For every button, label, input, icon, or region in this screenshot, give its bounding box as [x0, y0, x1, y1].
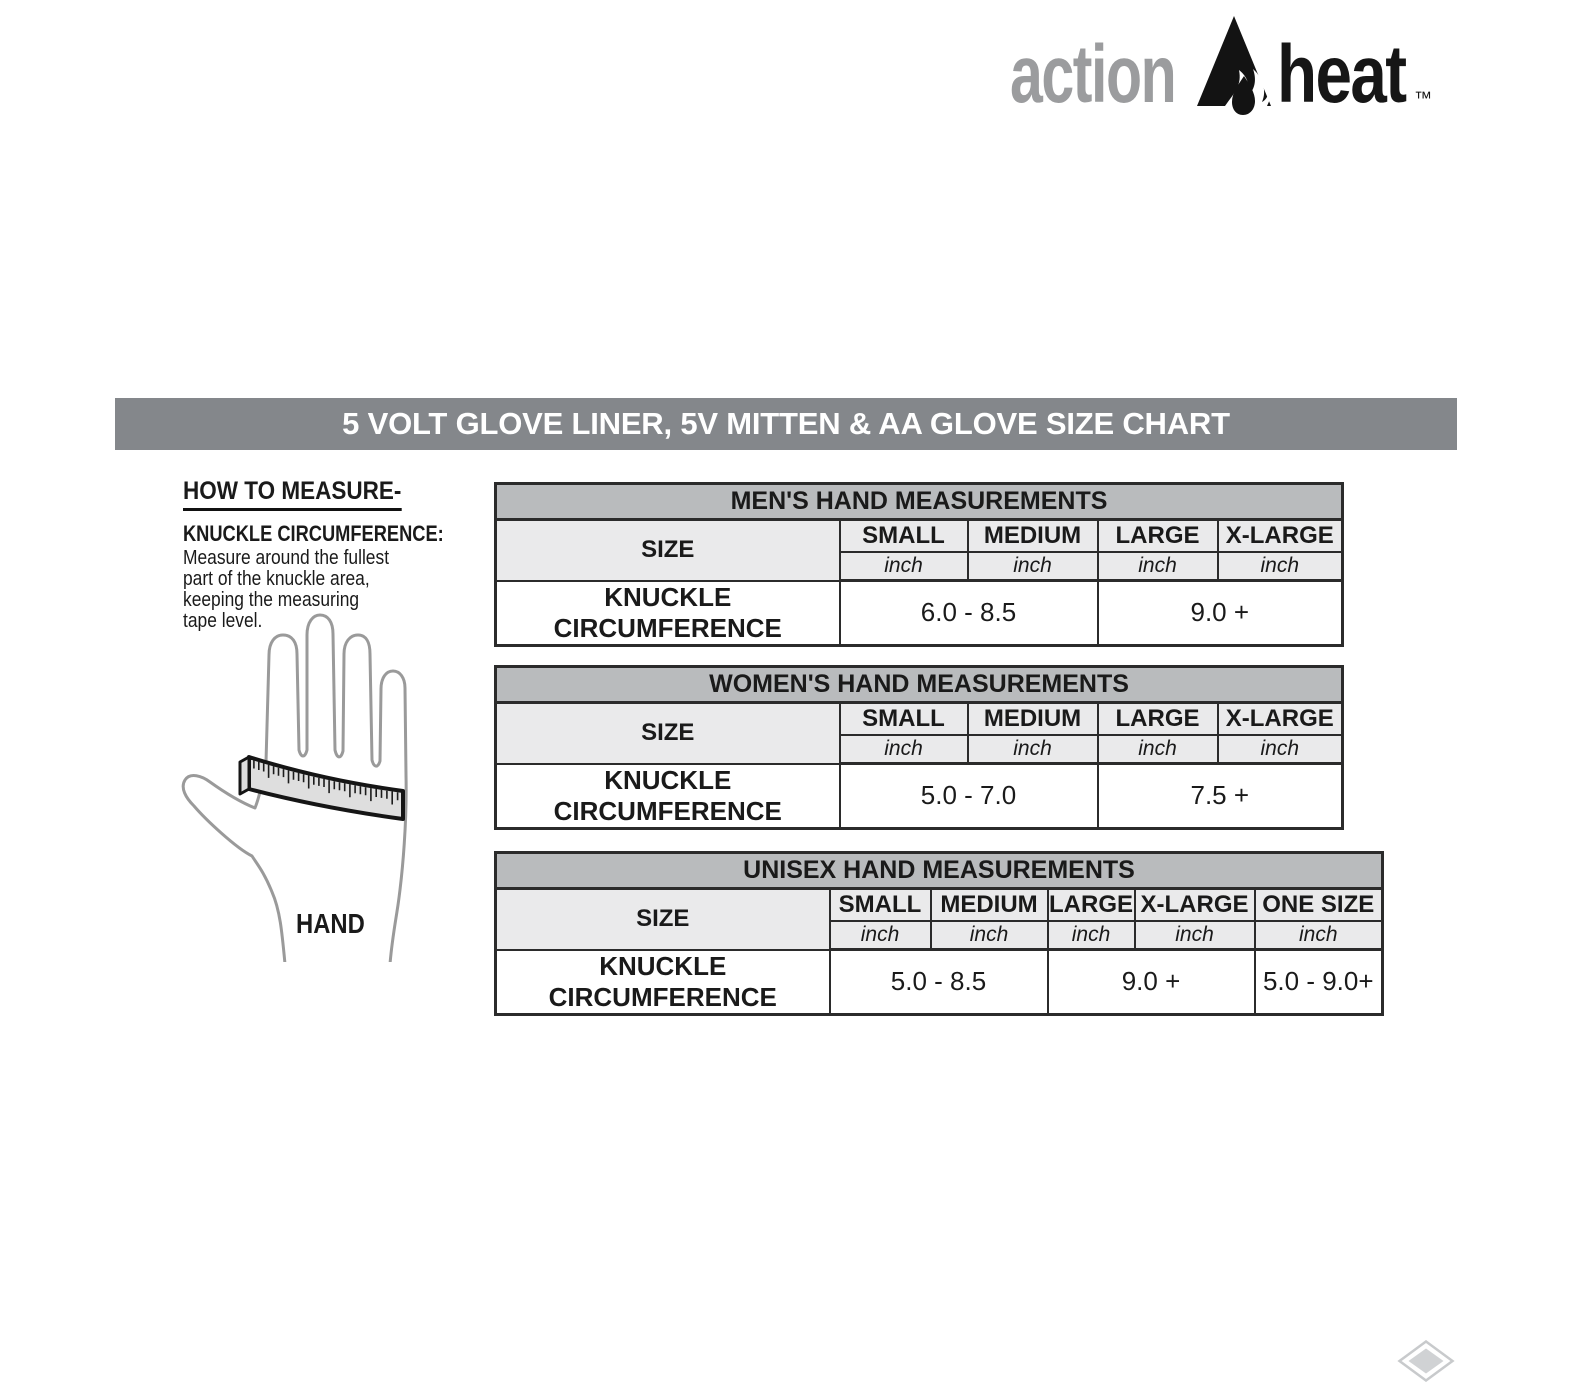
column-header: SMALL	[840, 520, 968, 553]
hand-caption: HAND	[296, 908, 365, 939]
womens-measurements-table	[494, 665, 1344, 830]
column-header: LARGE	[1098, 520, 1218, 553]
table-title: MEN'S HAND MEASUREMENTS	[496, 484, 1343, 520]
unit-cell: inch	[1098, 552, 1218, 581]
unit-cell: inch	[1048, 921, 1135, 950]
column-header: MEDIUM	[968, 520, 1098, 553]
unit-cell: inch	[1098, 735, 1218, 764]
size-header: SIZE	[496, 520, 840, 581]
unit-cell: inch	[931, 921, 1048, 950]
instruction-line: Measure around the fullest	[183, 547, 390, 569]
column-header: MEDIUM	[931, 889, 1048, 922]
unit-cell: inch	[840, 552, 968, 581]
value-cell: 6.0 - 8.5	[840, 581, 1098, 646]
instruction-line: part of the knuckle area,	[183, 568, 370, 590]
value-cell: 7.5 +	[1098, 764, 1343, 829]
row-label: KNUCKLE CIRCUMFERENCE	[496, 764, 840, 829]
chart-title-banner	[115, 398, 1457, 450]
table-title: UNISEX HAND MEASUREMENTS	[496, 853, 1383, 889]
diamond-watermark-icon	[1397, 1340, 1455, 1387]
unit-cell: inch	[1218, 552, 1343, 581]
value-cell: 9.0 +	[1098, 581, 1343, 646]
unit-cell: inch	[1218, 735, 1343, 764]
row-label: KNUCKLE CIRCUMFERENCE	[496, 950, 830, 1015]
column-header: MEDIUM	[968, 703, 1098, 736]
row-label: KNUCKLE CIRCUMFERENCE	[496, 581, 840, 646]
value-cell: 9.0 +	[1048, 950, 1255, 1015]
how-to-measure-heading: HOW TO MEASURE-	[183, 477, 401, 511]
logo-word-heat: heat	[1277, 29, 1406, 120]
actionheat-logo	[1000, 12, 1445, 120]
unit-cell: inch	[830, 921, 931, 950]
value-cell: 5.0 - 7.0	[840, 764, 1098, 829]
value-cell: 5.0 - 8.5	[830, 950, 1048, 1015]
column-header: X-LARGE	[1135, 889, 1255, 922]
column-header: SMALL	[830, 889, 931, 922]
unit-cell: inch	[968, 552, 1098, 581]
column-header: ONE SIZE	[1255, 889, 1383, 922]
flame-triangle-icon	[1194, 14, 1274, 125]
size-header: SIZE	[496, 889, 830, 950]
unit-cell: inch	[968, 735, 1098, 764]
instruction-line: tape level.	[183, 610, 263, 632]
column-header: LARGE	[1098, 703, 1218, 736]
trademark-symbol: ™	[1414, 88, 1432, 108]
chart-title: 5 VOLT GLOVE LINER, 5V MITTEN & AA GLOVE SIZE CHART	[342, 406, 1230, 441]
unit-cell: inch	[1255, 921, 1383, 950]
unisex-measurements-table	[494, 851, 1384, 1016]
value-cell: 5.0 - 9.0+	[1255, 950, 1383, 1015]
logo-word-action: action	[1010, 29, 1176, 120]
column-header: LARGE	[1048, 889, 1135, 922]
size-header: SIZE	[496, 703, 840, 764]
table-title: WOMEN'S HAND MEASUREMENTS	[496, 667, 1343, 703]
knuckle-circumference-subheading: KNUCKLE CIRCUMFERENCE:	[183, 521, 444, 546]
unit-cell: inch	[1135, 921, 1255, 950]
unit-cell: inch	[840, 735, 968, 764]
instruction-line: keeping the measuring	[183, 589, 360, 611]
column-header: X-LARGE	[1218, 703, 1343, 736]
column-header: SMALL	[840, 703, 968, 736]
mens-measurements-table	[494, 482, 1344, 647]
column-header: X-LARGE	[1218, 520, 1343, 553]
